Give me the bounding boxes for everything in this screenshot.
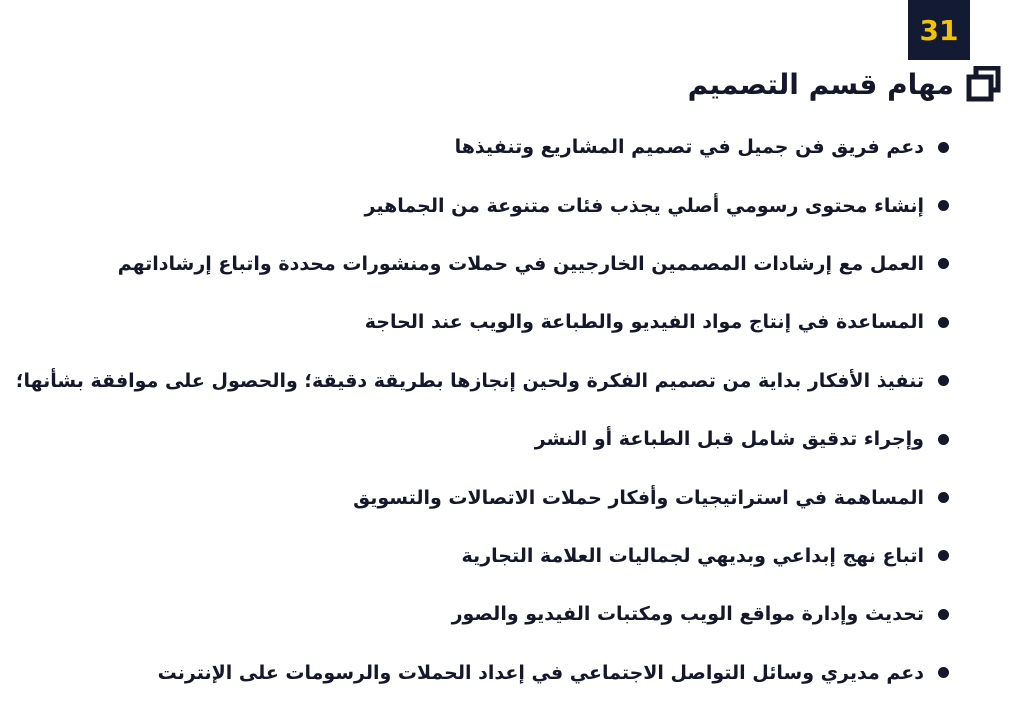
task-text: العمل مع إرشادات المصممين الخارجيين في حملات ومنشورات محددة واتباع إرشاداتهم	[117, 252, 924, 275]
bullet-icon	[938, 667, 949, 678]
overlapping-squares-icon	[966, 66, 1002, 102]
bullet-icon	[938, 317, 949, 328]
list-item	[16, 293, 949, 351]
list-item	[16, 644, 949, 702]
task-list	[16, 118, 949, 702]
bullet-icon	[938, 142, 949, 153]
list-item	[16, 527, 949, 585]
task-text: اتباع نهج إبداعي وبديهي لجماليات العلامة التجارية	[461, 544, 924, 567]
list-item	[16, 118, 949, 176]
task-text: تحديث وإدارة مواقع الويب ومكتبات الفيديو والصور	[451, 603, 924, 626]
list-item	[16, 235, 949, 293]
list-item	[16, 585, 949, 643]
bullet-icon	[938, 375, 949, 386]
bullet-icon	[938, 550, 949, 561]
page-title: مهام قسم التصميم	[687, 67, 954, 101]
task-text: تنفيذ الأفكار بداية من تصميم الفكرة ولحين إنجازها بطريقة دقيقة؛ والحصول على موافقة بشأنها؛	[15, 369, 924, 392]
task-text: المساهمة في استراتيجيات وأفكار حملات الاتصالات والتسويق	[353, 486, 924, 509]
task-text: وإجراء تدقيق شامل قبل الطباعة أو النشر	[534, 428, 924, 451]
list-item	[16, 352, 949, 410]
task-text: دعم مديري وسائل التواصل الاجتماعي في إعداد الحملات والرسومات على الإنترنت	[157, 661, 924, 684]
list-item	[16, 468, 949, 526]
bullet-icon	[938, 200, 949, 211]
bullet-icon	[938, 609, 949, 620]
bullet-icon	[938, 434, 949, 445]
bullet-icon	[938, 492, 949, 503]
list-item	[16, 176, 949, 234]
task-text: إنشاء محتوى رسومي أصلي يجذب فئات متنوعة من الجماهير	[364, 194, 924, 217]
list-item	[16, 410, 949, 468]
bullet-icon	[938, 258, 949, 269]
page-number: 31	[919, 13, 959, 47]
title-row	[688, 62, 1002, 106]
page-number-badge	[908, 0, 970, 60]
task-text: المساعدة في إنتاج مواد الفيديو والطباعة والويب عند الحاجة	[364, 311, 924, 334]
task-text: دعم فريق فن جميل في تصميم المشاريع وتنفيذها	[454, 136, 924, 159]
